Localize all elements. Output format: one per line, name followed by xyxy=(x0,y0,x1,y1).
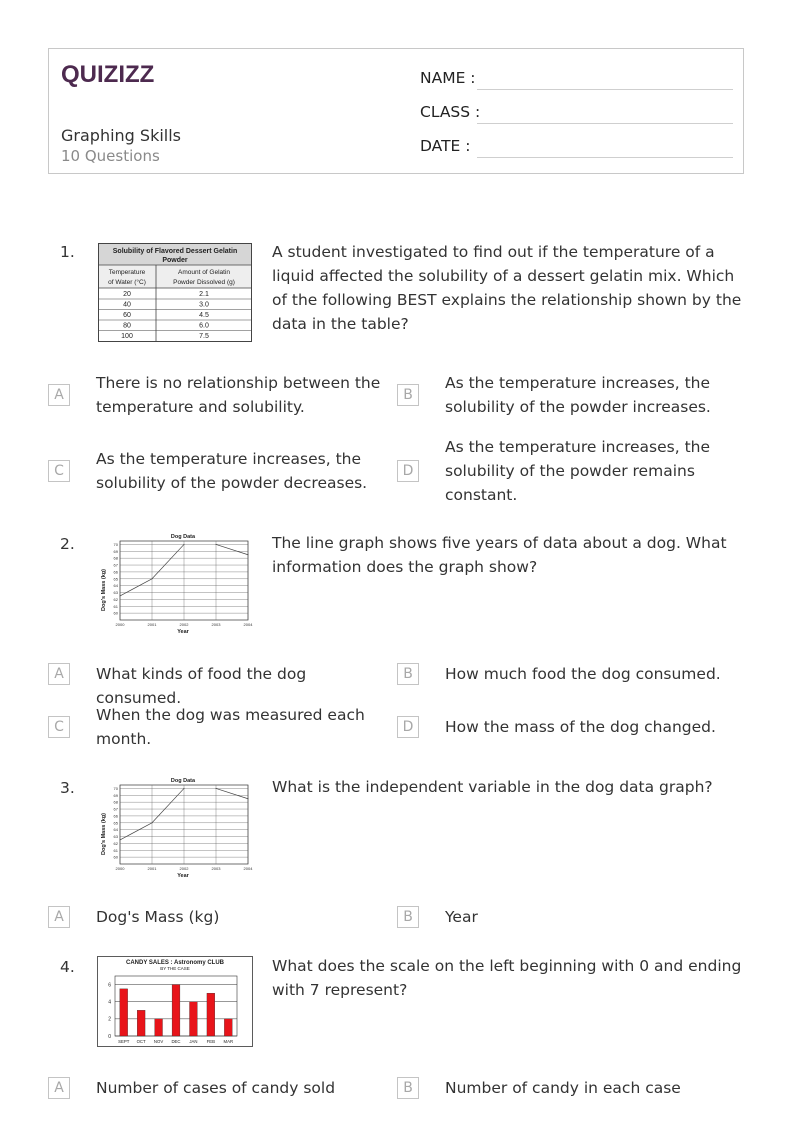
table-cell: 6.0 xyxy=(199,322,209,330)
candy-title-1: CANDY SALES : Astronomy CLUB xyxy=(125,960,225,966)
x-tick-label: 2000 xyxy=(115,866,125,871)
y-tick-label: 62 xyxy=(113,840,118,846)
option-letter-b[interactable]: B xyxy=(397,384,419,406)
option-letter-a[interactable]: A xyxy=(48,1077,70,1099)
date-field[interactable] xyxy=(477,157,733,158)
logo-text: QUIZIZZ xyxy=(61,61,155,87)
y-tick-label: 69 xyxy=(113,792,118,798)
chart-ylabel: Dog's Mass (kg) xyxy=(101,569,107,611)
y-tick-label: 69 xyxy=(113,548,118,554)
name-field[interactable] xyxy=(477,89,733,90)
option-text-b[interactable]: Year xyxy=(445,908,478,926)
chart-title: Dog Data xyxy=(170,534,196,540)
chart-plot xyxy=(114,785,254,871)
y-tick-label: 70 xyxy=(113,785,118,791)
x-tick-label: JAN xyxy=(189,1039,198,1044)
option-letter-a[interactable]: A xyxy=(48,384,70,406)
y-tick-label: 67 xyxy=(113,806,118,812)
y-tick-label: 68 xyxy=(113,799,118,805)
x-tick-label: 2003 xyxy=(211,622,221,627)
chart-xlabel: Year xyxy=(177,629,189,635)
table-cell: 4.5 xyxy=(199,312,209,319)
dog-chart-svg xyxy=(95,774,260,882)
table-cell: 2.1 xyxy=(199,291,209,298)
x-tick-label: 2001 xyxy=(147,622,157,627)
worksheet-header xyxy=(48,48,744,174)
y-tick-label: 2 xyxy=(108,1016,111,1023)
question-text-1: A student investigated to find out if the temperature of a liquid affected the solubility of a dessert gelatin mix. Which of the following BEST explains the relationship shown by the data in the table? xyxy=(272,243,742,333)
option-letter-c[interactable]: C xyxy=(48,460,70,482)
option-text-b[interactable]: As the temperature increases, the solubility of the powder increases. xyxy=(445,374,711,416)
x-tick-label: OCT xyxy=(136,1039,146,1044)
x-tick-label: 2001 xyxy=(147,866,157,871)
x-tick-label: 2002 xyxy=(179,622,189,627)
table-col2-header-2: Powder Dissolved (g) xyxy=(173,279,235,286)
x-tick-label: 2004 xyxy=(243,622,253,627)
bar xyxy=(137,1010,145,1036)
chart-xlabel: Year xyxy=(177,873,189,879)
x-tick-label: NOV xyxy=(153,1039,164,1044)
data-point xyxy=(120,595,121,596)
option-letter-a[interactable]: A xyxy=(48,663,70,685)
y-tick-label: 4 xyxy=(108,999,111,1006)
y-tick-label: 66 xyxy=(113,569,118,575)
option-text-a[interactable]: Dog's Mass (kg) xyxy=(96,908,220,926)
y-tick-label: 66 xyxy=(113,813,118,819)
bar xyxy=(190,1002,198,1036)
question-count: 10 Questions xyxy=(61,147,160,165)
y-tick-label: 67 xyxy=(113,562,118,568)
question-text-2: The line graph shows five years of data about a dog. What information does the graph show? xyxy=(272,534,727,576)
question-number-4: 4. xyxy=(60,958,75,976)
data-point xyxy=(152,822,153,823)
date-label: DATE : xyxy=(420,137,471,155)
option-letter-d[interactable]: D xyxy=(397,716,419,738)
option-letter-a[interactable]: A xyxy=(48,906,70,928)
x-tick-label: 2000 xyxy=(115,622,125,627)
y-tick-label: 63 xyxy=(113,590,118,596)
y-tick-label: 60 xyxy=(113,610,118,616)
x-tick-label: FEB xyxy=(206,1039,216,1044)
x-tick-label: MAR xyxy=(223,1039,234,1044)
dog-chart-svg xyxy=(95,530,260,638)
table-col1-header-1: Temperature xyxy=(108,269,146,276)
class-label: CLASS : xyxy=(420,103,481,121)
option-text-c[interactable]: When the dog was measured each month. xyxy=(96,706,365,748)
y-tick-label: 61 xyxy=(113,847,118,853)
question-text-4: What does the scale on the left beginning with 0 and ending with 7 represent? xyxy=(272,957,742,999)
chart-title: Dog Data xyxy=(170,778,196,784)
option-letter-c[interactable]: C xyxy=(48,716,70,738)
bar xyxy=(155,1019,163,1036)
option-text-d[interactable]: How the mass of the dog changed. xyxy=(445,718,716,736)
solubility-table-image xyxy=(98,243,253,347)
quizizz-logo xyxy=(61,59,161,91)
x-tick-label: 2002 xyxy=(179,866,189,871)
bar xyxy=(172,985,180,1036)
x-tick-label: 2004 xyxy=(243,866,253,871)
option-letter-b[interactable]: B xyxy=(397,906,419,928)
x-tick-label: DEC xyxy=(171,1039,181,1044)
candy-title-2: BY THE CASE xyxy=(160,966,190,971)
option-text-b[interactable]: Number of candy in each case xyxy=(445,1079,681,1097)
worksheet-title: Graphing Skills xyxy=(61,126,181,145)
option-text-a[interactable]: What kinds of food the dog consumed. xyxy=(96,665,307,707)
question-number-1: 1. xyxy=(60,243,75,261)
candy-plot xyxy=(108,976,237,1044)
table-title-2: Powder xyxy=(162,257,188,264)
option-letter-d[interactable]: D xyxy=(397,460,419,482)
bar xyxy=(120,989,128,1036)
y-tick-label: 63 xyxy=(113,834,118,840)
bar xyxy=(224,1019,232,1036)
y-tick-label: 6 xyxy=(108,982,111,989)
name-label: NAME : xyxy=(420,69,476,87)
data-point xyxy=(184,544,185,545)
class-field[interactable] xyxy=(477,123,733,124)
chart-plot xyxy=(114,541,254,627)
data-point xyxy=(216,788,217,789)
y-tick-label: 70 xyxy=(113,541,118,547)
data-point xyxy=(248,554,249,555)
data-point xyxy=(152,578,153,579)
data-point xyxy=(216,544,217,545)
y-tick-label: 60 xyxy=(113,854,118,860)
bar xyxy=(207,993,215,1036)
y-tick-label: 65 xyxy=(113,576,118,582)
x-tick-label: SEPT xyxy=(118,1039,130,1044)
data-point xyxy=(120,839,121,840)
option-text-d[interactable]: As the temperature increases, the solubility of the powder remains constant. xyxy=(445,438,711,504)
table-cell: 3.0 xyxy=(199,301,209,309)
candy-chart-svg xyxy=(97,956,254,1048)
y-tick-label: 62 xyxy=(113,596,118,602)
question-text-3: What is the independent variable in the dog data graph? xyxy=(272,778,713,796)
y-tick-label: 68 xyxy=(113,555,118,561)
dog-line-chart xyxy=(95,774,260,886)
question-number-2: 2. xyxy=(60,535,75,553)
table-cell: 7.5 xyxy=(199,333,209,340)
table-cell: 60 xyxy=(123,312,131,319)
option-text-a[interactable]: There is no relationship between the temperature and solubility. xyxy=(96,374,381,416)
data-point xyxy=(184,788,185,789)
option-letter-b[interactable]: B xyxy=(397,663,419,685)
table-cell: 100 xyxy=(121,333,133,340)
y-tick-label: 65 xyxy=(113,820,118,826)
option-text-a[interactable]: Number of cases of candy sold xyxy=(96,1079,336,1097)
candy-bar-chart xyxy=(97,956,254,1052)
option-letter-b[interactable]: B xyxy=(397,1077,419,1099)
data-point xyxy=(248,798,249,799)
table-title-1: Solubility of Flavored Dessert Gelatin xyxy=(112,248,238,255)
x-tick-label: 2003 xyxy=(211,866,221,871)
y-tick-label: 64 xyxy=(113,583,118,589)
table-cell: 20 xyxy=(123,291,131,298)
dog-line-chart xyxy=(95,530,260,642)
option-text-b[interactable]: How much food the dog consumed. xyxy=(445,665,721,683)
chart-ylabel: Dog's Mass (kg) xyxy=(101,813,107,855)
table-cell: 40 xyxy=(123,301,131,309)
y-tick-label: 0 xyxy=(108,1033,111,1040)
question-number-3: 3. xyxy=(60,779,75,797)
option-text-c[interactable]: As the temperature increases, the solubility of the powder decreases. xyxy=(96,450,368,492)
table-col1-header-2: of Water (°C) xyxy=(108,279,146,286)
y-tick-label: 64 xyxy=(113,827,118,833)
table-col2-header-1: Amount of Gelatin xyxy=(177,269,231,276)
y-tick-label: 61 xyxy=(113,603,118,609)
table-cell: 80 xyxy=(123,322,131,330)
